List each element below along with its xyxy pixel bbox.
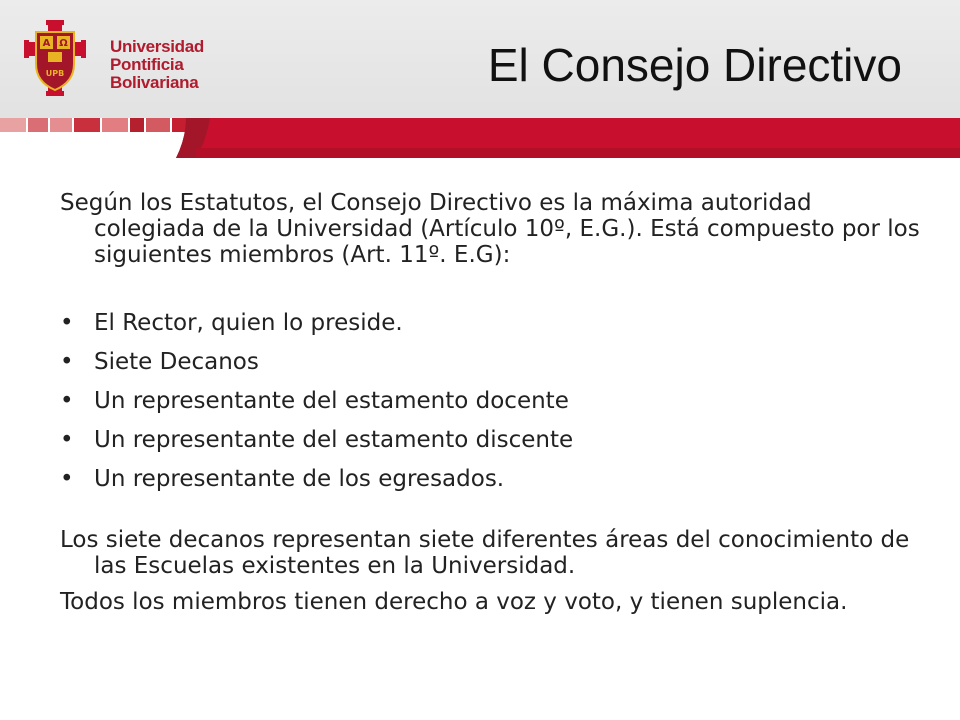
slide-title: El Consejo Directivo xyxy=(487,39,902,91)
list-item: • Un representante de los egresados. xyxy=(60,466,505,492)
logo-line-3: Bolivariana xyxy=(110,73,199,92)
slide-body xyxy=(60,190,920,615)
decorative-red-band xyxy=(0,118,960,158)
logo-line-1: Universidad xyxy=(110,37,205,56)
logo-line-2: Pontificia xyxy=(110,55,184,74)
list-item: • Un representante del estamento docente xyxy=(60,388,569,414)
intro-paragraph: Según los Estatutos, el Consejo Directivo es la máxima autoridad colegiada de la Universidad (Artículo 10º, E.G.). Está compuesto por los siguientes miembros (Art. 11º. E.G): xyxy=(60,190,920,268)
shield-cross-icon xyxy=(24,20,86,96)
list-item: • El Rector, quien lo preside. xyxy=(60,310,403,336)
slide-header xyxy=(0,0,960,118)
list-item: • Siete Decanos xyxy=(60,349,259,375)
svg-text:A: A xyxy=(42,38,51,49)
svg-text:UPB: UPB xyxy=(45,69,65,78)
bullet-icon: • xyxy=(60,427,74,453)
logo-wordmark xyxy=(110,38,204,92)
bullet-icon: • xyxy=(60,388,74,414)
members-list xyxy=(60,310,920,505)
list-item: • Un representante del estamento discente xyxy=(60,427,574,453)
deans-paragraph: Los siete decanos representan siete diferentes áreas del conocimiento de las Escuelas existentes en la Universidad. xyxy=(60,527,910,579)
bullet-icon: • xyxy=(60,349,74,375)
university-logo xyxy=(24,20,214,100)
bullet-icon: • xyxy=(60,310,74,336)
bullet-icon: • xyxy=(60,466,74,492)
svg-text:Ω: Ω xyxy=(59,38,68,49)
rights-paragraph: Todos los miembros tienen derecho a voz y voto, y tienen suplencia. xyxy=(60,589,848,615)
